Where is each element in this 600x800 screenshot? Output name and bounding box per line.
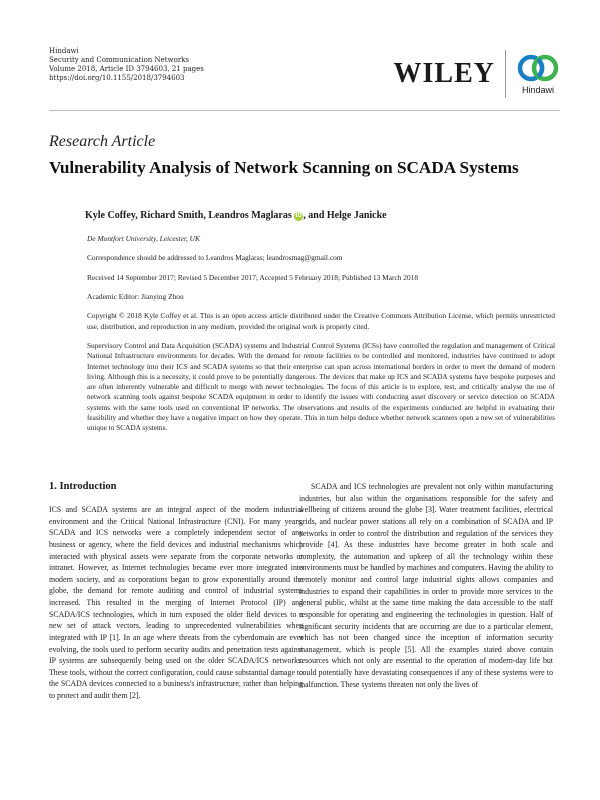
journal-meta	[49, 47, 204, 83]
abstract: Supervisory Control and Data Acquisition (SCADA) systems and Industrial Control Systems (ICSs) have controlled the regulation and management of Critical National Infrastructure environments for decades. With the demand for remote facilities to be controlled and monitored, industries have continued to adopt Internet technology into their ICS and SCADA systems so that their enterprise can span across international borders in order to meet the demand of modern living. Although this is a necessity, it could prove to be potentially dangerous. The devices that make up ICS and SCADA systems have bespoke purposes and are often inherently vulnerable and difficult to merge with newer technologies. The focus of this article is to explore, test, and critically analyse the use of network scanning tools against bespoke SCADA equipment in order to identify the issues with conducting asset discovery or service detection on SCADA systems with the same tools used on conventional IP networks. The observations and results of the experiments conducted are helpful in evaluating their feasibility and whether they have a negative impact on how they operate. This in turn helps deduce whether network scanners open a new set of vulnerabilities unique to SCADA systems.	[87, 341, 555, 433]
authors-first: Kyle Coffey, Richard Smith, Leandros Maglaras	[85, 210, 292, 221]
wiley-logo: WILEY	[393, 58, 495, 89]
doi-link[interactable]: https://doi.org/10.1155/2018/3794603	[49, 74, 185, 82]
intro-left-column: ICS and SCADA systems are an integral aspect of the modern industrial environment and the Critical National Infrastructure (CNI). For many years, SCADA and ICS networks were a completely independent sector of any business or agency, where the field devices and industrial mechanisms which interacted with physical assets were separate from the corporate networks or intranet. However, as Internet technologies became ever more integrated into modern society, and as corporations began to grow exponentially around the globe, the demand for remote auditing and control of industrial systems increased. This resulted in the merging of Internet Protocol (IP) and SCADA/ICS technologies, which in turn exposed the older field devices to a new set of attack vectors, leading to unprecedented vulnerabilities when integrated with IP [1]. In an age where threats from the cyberdomain are ever evolving, the tools used to perform security audits and penetration tests against IP systems are subsequently being used on the older SCADA/ICS networks. These tools, without the correct configuration, could cause substantial damage to the SCADA devices connected to a business's infrastructure, rather than helping to protect and audit them [2].	[49, 505, 303, 700]
header-divider	[49, 110, 560, 111]
article-type: Research Article	[49, 133, 156, 150]
article-title: Vulnerability Analysis of Network Scanning on SCADA Systems	[49, 158, 519, 177]
copyright-notice: Copyright © 2018 Kyle Coffey et al. This is an open access article distributed under the Creative Commons Attribution License, which permits unrestricted use, distribution, and reproduction in any medium, provided the original work is properly cited.	[87, 311, 555, 331]
academic-editor: Academic Editor: Jianying Zhou	[87, 292, 184, 301]
journal-name: Security and Communication Networks	[49, 56, 189, 64]
hindawi-wordmark: Hindawi	[521, 85, 554, 95]
publisher-logos	[394, 44, 560, 104]
orcid-icon[interactable]: iD	[295, 213, 302, 219]
volume-info: Volume 2018, Article ID 3794603, 21 pages	[49, 65, 204, 73]
section-heading-introduction: 1. Introduction	[49, 481, 117, 492]
publication-dates: Received 14 September 2017; Revised 5 December 2017; Accepted 5 February 2018; Published 13 March 2018	[87, 273, 419, 282]
authors-last: , and Helge Janicke	[303, 210, 387, 221]
hindawi-logo	[516, 53, 560, 95]
intro-right-column: SCADA and ICS technologies are prevalent not only within manufacturing industries, but also within the organisations responsible for the safety and wellbeing of citizens around the globe [3]. Water treatment facilities, electrical grids, and nuclear power stations all rely on a combination of SCADA and IP networks in order to control the distribution and regulation of the services they provide [4]. As these industries have become greater in both scale and complexity, the automation and upkeep of all the technology within these environments must be handled by machines and computers. Having the ability to remotely monitor and control large industrial sights allows companies and industries to expand their capabilities in order to provide more services to the general public, whilst at the same time making the data accessible to the staff responsible for operating and engineering the technologies in question. Half of significant security incidents that are occurring are due to a particular element, which has not been changed since the inception of information security management, which is people [5]. All the examples stated above contain resources which not only are essential to the operation of modern-day life but could potentially have devastating consequences if any of these systems were to malfunction. These systems threaten not only the lives of	[299, 482, 553, 689]
author-list	[85, 210, 387, 221]
correspondence: Correspondence should be addressed to Leandros Maglaras; leandrosmag@gmail.com	[87, 253, 343, 262]
hindawi-rings-icon	[516, 53, 560, 83]
logo-divider	[505, 50, 506, 98]
publisher-name: Hindawi	[49, 47, 79, 55]
affiliation: De Montfort University, Leicester, UK	[87, 234, 200, 243]
